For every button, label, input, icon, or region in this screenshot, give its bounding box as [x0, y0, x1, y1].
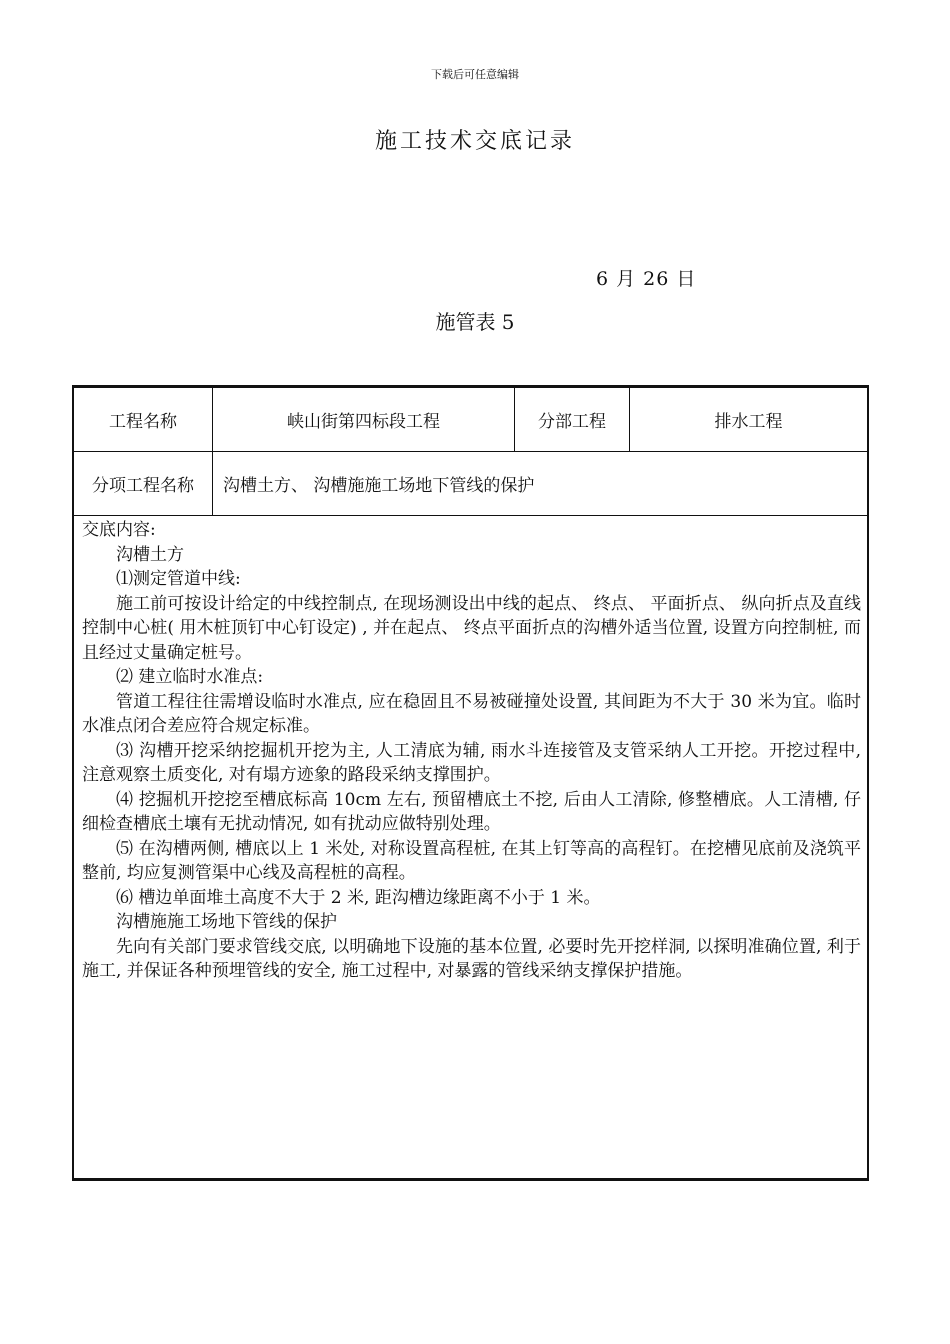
item-3: ⑶ 沟槽开挖采纳挖掘机开挖为主, 人工清底为辅, 雨水斗连接管及支管采纳人工开挖。开挖过程中, 注意观察土质变化, 对有塌方迹象的路段采纳支撑围护。 [82, 740, 861, 785]
item-4: ⑷ 挖掘机开挖挖至槽底标高 10cm 左右, 预留槽底土不挖, 后由人工清除, 修整槽底。人工清槽, 仔细检查槽底土壤有无扰动情况, 如有扰动应做特别处理。 [82, 789, 861, 834]
form-code: 施管表 5 [435, 310, 515, 334]
section-title-trench-earthwork: 沟槽土方 [116, 544, 184, 565]
table-row-subitem [74, 452, 867, 516]
header-note: 下载后可任意编辑 [431, 68, 519, 81]
project-name-value: 峡山街第四标段工程 [212, 388, 514, 451]
table-row-project [74, 388, 867, 452]
document-title: 施工技术交底记录 [374, 129, 575, 154]
subitem-label: 分项工程名称 [92, 476, 194, 496]
item-5: ⑸ 在沟槽两侧, 槽底以上 1 米处, 对称设置高程桩, 在其上钉等高的高程钉。在挖槽见底前及浇筑平整前, 均应复测管渠中心线及高程桩的高程。 [82, 838, 861, 883]
briefing-content [82, 518, 861, 984]
record-table [72, 385, 869, 1181]
item-1-title: ⑴测定管道中线: [116, 569, 241, 589]
content-heading: 交底内容: [82, 520, 156, 540]
project-name-label: 工程名称 [109, 412, 177, 432]
section-title-pipeline-protection: 沟槽施施工场地下管线的保护 [116, 912, 337, 932]
section-2-body: 先向有关部门要求管线交底, 以明确地下设施的基本位置, 必要时先开挖样洞, 以探明准确位置, 利于施工, 并保证各种预埋管线的安全, 施工过程中, 对暴露的管线采纳支撑保护措施。 [82, 936, 861, 981]
item-6: ⑹ 槽边单面堆土高度不大于 2 米, 距沟槽边缘距离不小于 1 米。 [116, 887, 601, 908]
item-2-title: ⑵ 建立临时水准点: [116, 667, 264, 687]
division-label: 分部工程 [514, 388, 629, 451]
item-1-body: 施工前可按设计给定的中线控制点, 在现场测设出中线的起点、 终点、 平面折点、 纵向折点及直线控制中心桩( 用木桩顶钉中心钉设定) , 并在起点、 终点平面折点的沟槽外适当位置, 设置方向控制桩, 而且经过丈量确定桩号。 [82, 593, 861, 663]
division-value: 排水工程 [629, 388, 867, 451]
item-2-body: 管道工程往往需增设临时水准点, 应在稳固且不易被碰撞处设置, 其间距为不大于 30 米为宜。临时水准点闭合差应符合规定标准。 [82, 691, 861, 736]
subitem-value: 沟槽土方、 沟槽施施工场地下管线的保护 [212, 452, 867, 515]
date: 6 月 26 日 [596, 268, 697, 290]
